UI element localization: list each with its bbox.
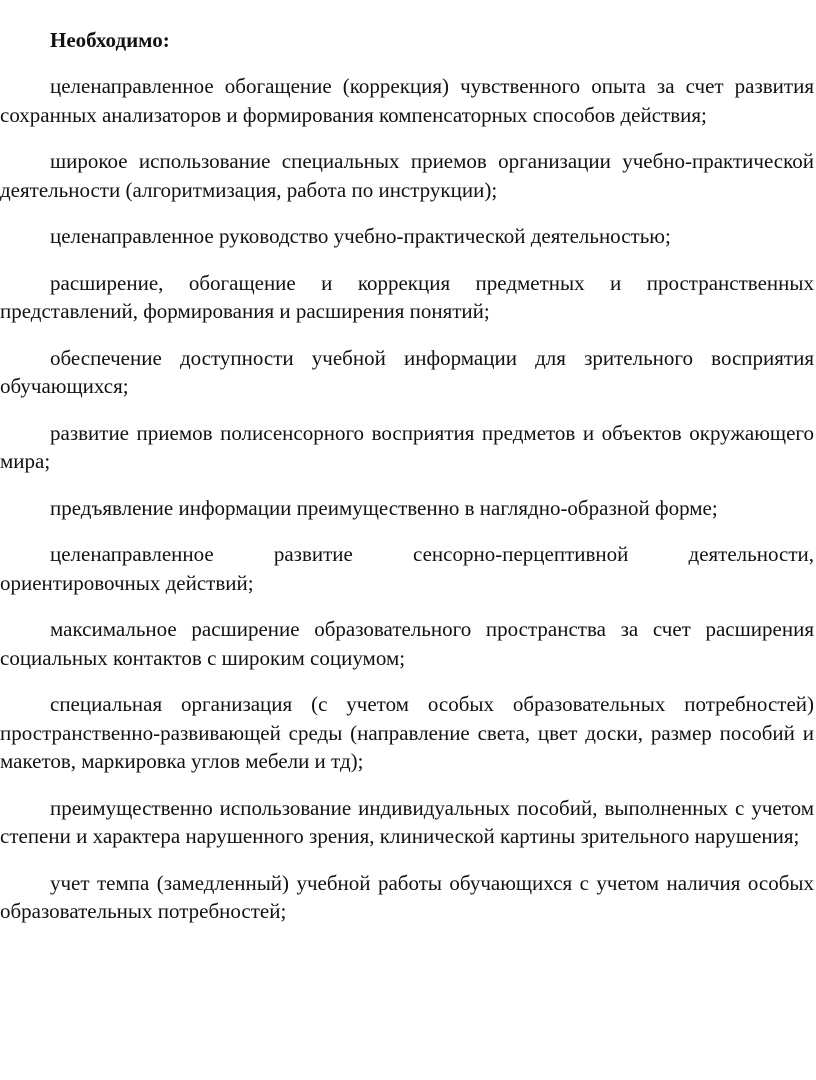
list-item: широкое использование специальных приемов организации учебно-практической деятельности (алгоритмизация, работа по инструкции); (0, 149, 814, 202)
list-item: целенаправленное обогащение (коррекция) чувственного опыта за счет развития сохранных анализаторов и формирования компенсаторных способов действия; (0, 74, 814, 127)
requirements-list (0, 72, 814, 926)
list-item: предъявление информации преимущественно в наглядно-образной форме; (50, 495, 718, 520)
list-item: целенаправленное развитие сенсорно-перцептивной деятельности, ориентировочных действий; (0, 542, 814, 595)
list-item: максимальное расширение образовательного пространства за счет расширения социальных контактов с широким социумом; (0, 617, 814, 670)
document-heading: Необходимо: (50, 28, 170, 52)
list-item: преимущественно использование индивидуальных пособий, выполненных с учетом степени и характера нарушенного зрения, клинической картины зрительного нарушения; (0, 795, 814, 848)
list-item: целенаправленное руководство учебно-практической деятельностью; (50, 224, 671, 248)
list-item: учет темпа (замедленный) учебной работы обучающихся с учетом наличия особых образовательных потребностей; (0, 870, 814, 923)
list-item: специальная организация (с учетом особых образовательных потребностей) пространственно-развивающей среды (направление света, цвет доски, размер пособий и макетов, маркировка углов мебели и тд); (0, 692, 814, 773)
list-item: расширение, обогащение и коррекция предметных и пространственных представлений, формирования и расширения понятий; (0, 270, 814, 323)
list-item: обеспечение доступности учебной информации для зрительного восприятия обучающихся; (0, 345, 814, 398)
list-item: развитие приемов полисенсорного восприятия предметов и объектов окружающего мира; (0, 420, 814, 473)
